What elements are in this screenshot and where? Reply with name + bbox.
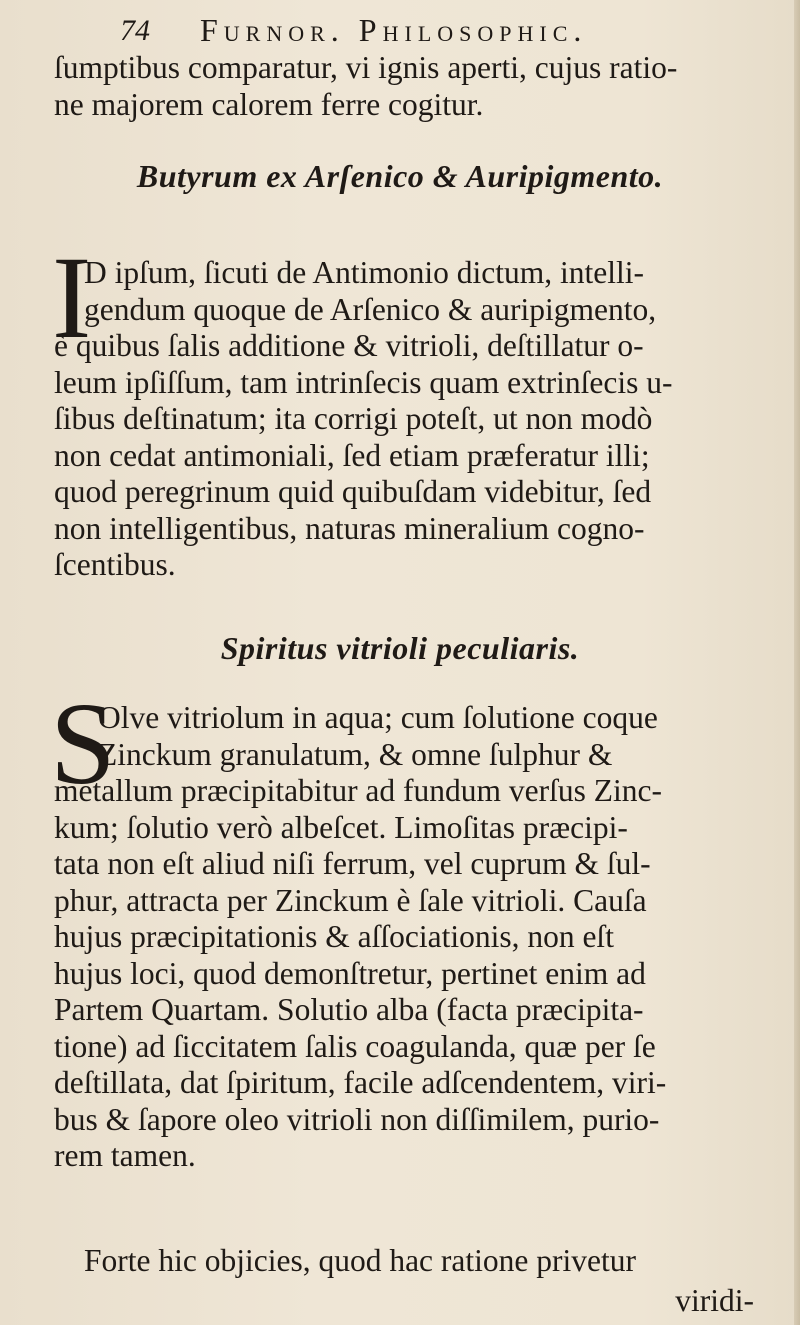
text-line: hujus præcipitationis & aſſociationis, non eſt — [54, 919, 614, 954]
text-line: Olve vitriolum in aqua; cum ſolutione coque — [98, 700, 658, 735]
last-paragraph — [84, 1243, 774, 1280]
paragraph-lines-indented — [84, 255, 774, 328]
paragraph-lines-indented — [98, 700, 774, 773]
text-line: non cedat antimoniali, ſed etiam præferatur illi; — [54, 437, 650, 473]
text-line: ne majorem calorem ferre cogitur. — [54, 86, 484, 122]
running-head: Furnor. Philosophic. — [200, 12, 588, 48]
text-line: bus & ſapore oleo vitrioli non diſſimilem, purio- — [54, 1101, 660, 1137]
intro-paragraph — [54, 50, 774, 123]
drop-cap: S — [50, 678, 116, 809]
page-number: 74 — [120, 14, 150, 47]
text-line: gendum quoque de Arſenico & auripigmento, — [84, 291, 657, 327]
text-line: rem tamen. — [54, 1138, 196, 1173]
text-line: ſumptibus comparatur, vi ignis aperti, cujus ratio- — [54, 50, 678, 85]
text-line: non intelligentibus, naturas mineralium cogno- — [54, 510, 645, 546]
text-line: Partem Quartam. Solutio alba (facta præcipita- — [54, 992, 644, 1027]
text-line: kum; ſolutio verò albeſcet. Limoſitas præcipi- — [54, 809, 628, 845]
text-line: ſcentibus. — [54, 547, 176, 582]
text-line: phur, attracta per Zinckum è ſale vitrioli. Cauſa — [54, 882, 647, 918]
text-line: Zinckum granulatum, & omne ſulphur & — [98, 736, 613, 772]
catchword: viridi- — [675, 1283, 754, 1318]
text-line: leum ipſiſſum, tam intrinſecis quam extrinſecis u- — [54, 364, 673, 400]
text-line: tione) ad ſiccitatem ſalis coagulanda, quæ per ſe — [54, 1028, 656, 1064]
section-heading-spiritus: Spiritus vitrioli peculiaris. — [220, 630, 580, 666]
text-line: metallum præcipitabitur ad fundum verſus Zinc- — [54, 773, 662, 808]
drop-cap: I — [52, 232, 92, 363]
section-heading-butyrum: Butyrum ex Arſenico & Auripigmento. — [136, 158, 664, 194]
text-line: ſibus deſtinatum; ita corrigi poteſt, ut non modò — [54, 401, 653, 436]
text-line: Forte hic objicies, quod hac ratione privetur — [84, 1243, 636, 1278]
paragraph-lines — [54, 773, 774, 1175]
text-line: tata non eſt aliud niſi ferrum, vel cuprum & ſul- — [54, 846, 651, 881]
paragraph-lines — [54, 328, 774, 584]
text-line: hujus loci, quod demonſtretur, pertinet enim ad — [54, 955, 646, 991]
text-line: quod peregrinum quid quibuſdam videbitur, ſed — [54, 474, 652, 509]
page-header — [120, 6, 760, 46]
text-line: è quibus ſalis additione & vitrioli, deſtillatur o- — [54, 328, 644, 363]
text-line: deſtillata, dat ſpiritum, facile adſcendentem, viri- — [54, 1065, 667, 1100]
text-line: D ipſum, ſicuti de Antimonio dictum, intelli- — [84, 255, 644, 290]
